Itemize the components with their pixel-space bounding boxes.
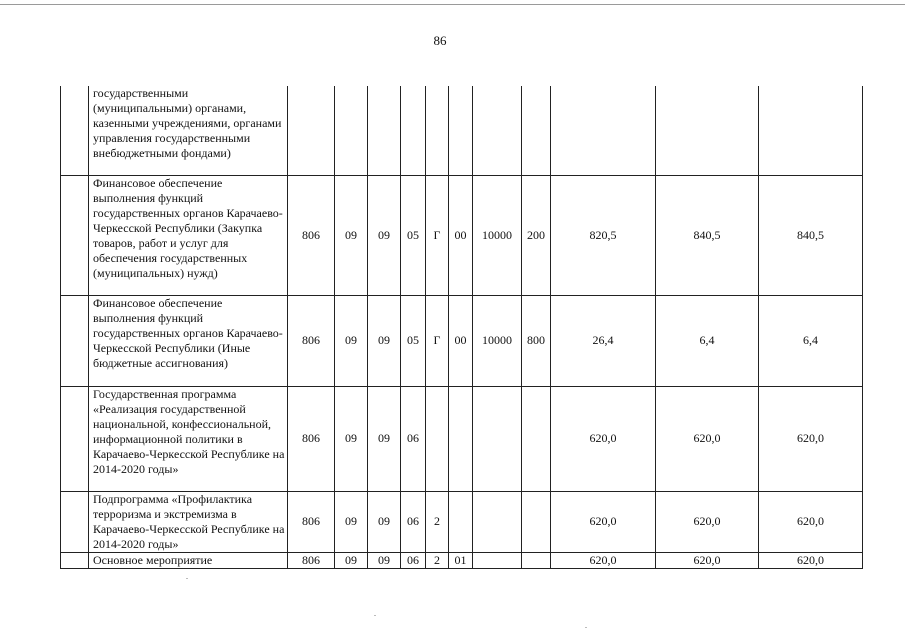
event-code: [449, 86, 473, 175]
program-code: 05: [401, 175, 426, 295]
expense-type-code: 200: [522, 175, 551, 295]
table-row: [61, 175, 863, 295]
table-row: [61, 491, 863, 552]
subprogram-code: [426, 386, 449, 491]
scan-speck: [585, 627, 587, 628]
ministry-code: 806: [288, 175, 335, 295]
index-cell: [61, 175, 89, 295]
index-cell: [61, 386, 89, 491]
amount-year-3: [759, 86, 863, 175]
amount-year-1: 620,0: [551, 552, 656, 568]
direction-code: [473, 86, 522, 175]
amount-year-1: 620,0: [551, 491, 656, 552]
subsection-code: 09: [368, 386, 401, 491]
ministry-code: [288, 86, 335, 175]
amount-year-2: 620,0: [656, 552, 759, 568]
amount-year-1: 620,0: [551, 386, 656, 491]
index-cell: [61, 295, 89, 386]
amount-year-2: 840,5: [656, 175, 759, 295]
section-code: 09: [335, 491, 368, 552]
row-description: Основное мероприятие: [89, 552, 288, 568]
ministry-code: 806: [288, 491, 335, 552]
amount-year-2: 620,0: [656, 386, 759, 491]
page-number: 86: [433, 33, 447, 48]
subprogram-code: 2: [426, 491, 449, 552]
section-code: 09: [335, 552, 368, 568]
subprogram-code: 2: [426, 552, 449, 568]
amount-year-3: 620,0: [759, 552, 863, 568]
row-description: Финансовое обеспечение выполнения функций государственных органов Карачаево-Черкесской Республики (Закупка товаров, работ и услуг для обеспечения государственных (муниципальных) нужд): [89, 175, 288, 295]
direction-code: [473, 491, 522, 552]
program-code: 06: [401, 552, 426, 568]
expense-type-code: [522, 491, 551, 552]
row-description: Подпрограмма «Профилактика терроризма и экстремизма в Карачаево-Черкесской Республике на 2014-2020 годы»: [89, 491, 288, 552]
event-code: 00: [449, 295, 473, 386]
subsection-code: 09: [368, 295, 401, 386]
ministry-code: 806: [288, 386, 335, 491]
amount-year-2: 620,0: [656, 491, 759, 552]
ministry-code: 806: [288, 295, 335, 386]
table-row: [61, 386, 863, 491]
direction-code: 10000: [473, 295, 522, 386]
subprogram-code: [426, 86, 449, 175]
row-description: Финансовое обеспечение выполнения функций государственных органов Карачаево-Черкесской Республики (Иные бюджетные ассигнования): [89, 295, 288, 386]
amount-year-3: 620,0: [759, 491, 863, 552]
ministry-code: 806: [288, 552, 335, 568]
table-row: [61, 86, 863, 175]
amount-year-3: 840,5: [759, 175, 863, 295]
row-description: Государственная программа «Реализация государственной национальной, конфессиональной, информационной политики в Карачаево-Черкесской Республике на 2014-2020 годы»: [89, 386, 288, 491]
subprogram-code: Г: [426, 295, 449, 386]
subprogram-code: Г: [426, 175, 449, 295]
amount-year-1: [551, 86, 656, 175]
amount-year-3: 6,4: [759, 295, 863, 386]
direction-code: [473, 552, 522, 568]
subsection-code: 09: [368, 552, 401, 568]
amount-year-2: [656, 86, 759, 175]
table-row: [61, 295, 863, 386]
event-code: [449, 386, 473, 491]
expense-type-code: [522, 386, 551, 491]
direction-code: 10000: [473, 175, 522, 295]
index-cell: [61, 491, 89, 552]
index-cell: [61, 552, 89, 568]
expense-type-code: [522, 552, 551, 568]
section-code: 09: [335, 175, 368, 295]
direction-code: [473, 386, 522, 491]
expense-type-code: [522, 86, 551, 175]
program-code: 06: [401, 386, 426, 491]
expense-type-code: 800: [522, 295, 551, 386]
event-code: 01: [449, 552, 473, 568]
subsection-code: 09: [368, 175, 401, 295]
event-code: 00: [449, 175, 473, 295]
event-code: [449, 491, 473, 552]
section-code: 09: [335, 386, 368, 491]
program-code: [401, 86, 426, 175]
scan-speck: [186, 578, 188, 579]
section-code: 09: [335, 295, 368, 386]
budget-table: [60, 86, 863, 569]
row-description: государственными (муниципальными) органами, казенными учреждениями, органами управления государственными внебюджетными фондами): [89, 86, 288, 175]
program-code: 05: [401, 295, 426, 386]
amount-year-2: 6,4: [656, 295, 759, 386]
amount-year-1: 26,4: [551, 295, 656, 386]
table-row: [61, 552, 863, 568]
program-code: 06: [401, 491, 426, 552]
amount-year-3: 620,0: [759, 386, 863, 491]
section-code: [335, 86, 368, 175]
index-cell: [61, 86, 89, 175]
amount-year-1: 820,5: [551, 175, 656, 295]
scan-speck: [374, 615, 376, 616]
subsection-code: [368, 86, 401, 175]
subsection-code: 09: [368, 491, 401, 552]
top-border-line: [0, 4, 905, 5]
